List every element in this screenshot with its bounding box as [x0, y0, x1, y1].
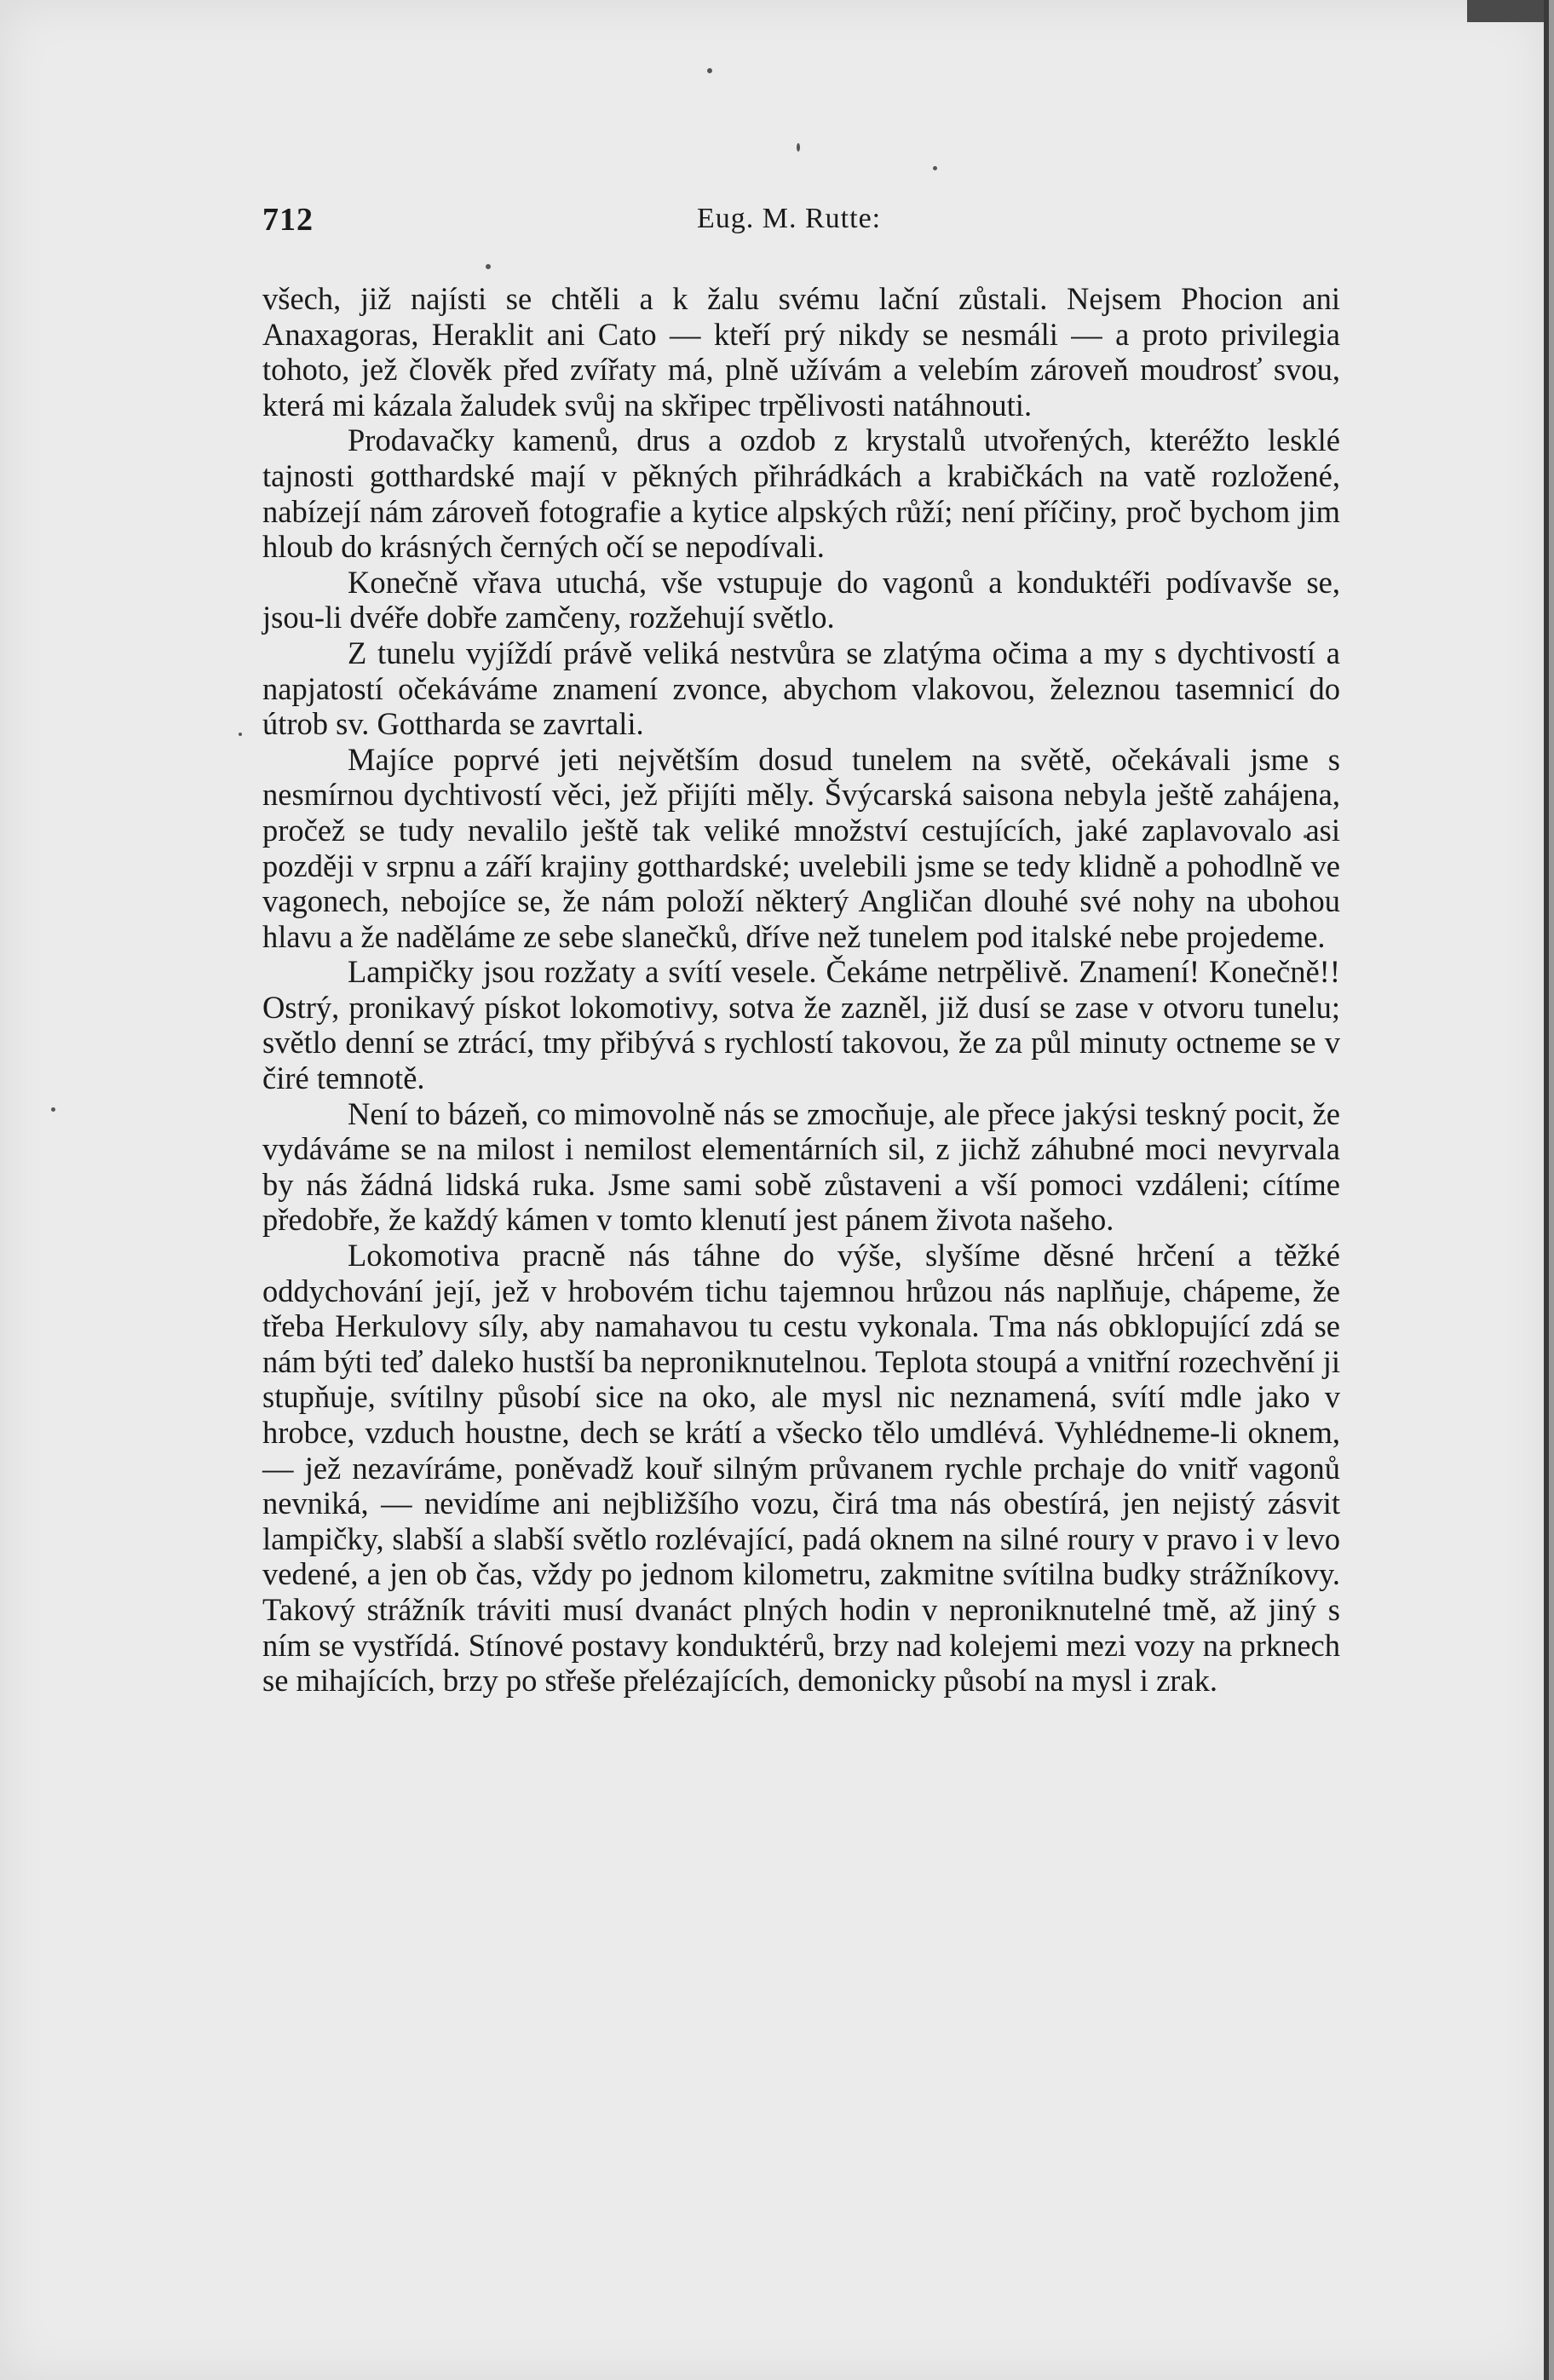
body-text: [262, 281, 1340, 1699]
page-edge-shadow: [1544, 0, 1549, 2380]
page-number: 712: [262, 202, 314, 238]
paragraph: všech, již najísti se chtěli a k žalu svému lační zůstali. Nejsem Phocion ani Anaxagoras, Heraklit ani Cato — kteří prý nikdy se nesmáli — a proto privilegia tohoto, jež člověk před zvířaty má, plně užívám a velebím zároveň moudrosť svou, která mi kázala žaludek svůj na skřipec trpělivosti natáhnouti.: [262, 281, 1340, 423]
paragraph: Lokomotiva pracně nás táhne do výše, slyšíme děsné hrčení a těžké oddychování její, jež v hrobovém tichu tajemnou hrůzou nás naplňuje, chápeme, že třeba Herkulovy síly, aby namahavou tu cestu vykonala. Tma nás obklopující zdá se nám býti teď daleko hustší ba neproniknutelnou. Teplota stoupá a vnitřní rozechvění ji stupňuje, svítilny působí sice na oko, ale mysl nic neznamená, svítí mdle jako v hrobce, vzduch houstne, dech se krátí a všecko tělo umdlévá. Vyhlédneme-li oknem, — jež nezavíráme, poněvadž kouř silným průvanem rychle prchaje do vnitř vagonů nevniká, — nevidíme ani nejbližšího vozu, čirá tma nás obestírá, jen nejistý zásvit lampičky, slabší a slabší světlo rozlévající, padá oknem na silné roury v pravo i v levo vedené, a jen ob čas, vždy po jednom kilometru, zakmitne svítilna budky strážníkovy. Takový strážník tráviti musí dvanáct plných hodin v neproniknutelné tmě, až jiný s ním se vystřídá. Stínové postavy konduktérů, brzy nad kolejemi mezi vozy na prknech se mihajících, brzy po střeše přelézajících, demonicky působí na mysl i zrak.: [262, 1238, 1340, 1699]
dust-speck: [486, 264, 491, 269]
dust-speck: [707, 68, 712, 73]
paragraph: Konečně vřava utuchá, vše vstupuje do vagonů a konduktéři podívavše se, jsou-li dvéře dobře zamčeny, rozžehují světlo.: [262, 564, 1340, 635]
page-corner-shadow: [1467, 0, 1544, 22]
dust-speck: [239, 733, 242, 736]
paragraph: Není to bázeň, co mimovolně nás se zmocňuje, ale přece jakýsi teskný pocit, že vydáváme se na milost i nemilost elementárních sil, z jichž záhubné moci nevyrvala by nás žádná lidská ruka. Jsme sami sobě zůstaveni a vší pomoci vzdáleni; cítíme předobře, že každý kámen v tomto klenutí jest pánem života našeho.: [262, 1095, 1340, 1238]
dust-speck: [933, 166, 937, 170]
running-head: Eug. M. Rutte:: [697, 203, 882, 234]
paragraph: Lampičky jsou rozžaty a svítí vesele. Čekáme netrpělivě. Znamení! Konečně!! Ostrý, pronikavý pískot lokomotivy, sotva že zazněl, již dusí se zase v otvoru tunelu; světlo denní se ztrácí, tmy přibývá s rychlostí takovou, že za půl minuty octneme se v čiré temnotě.: [262, 954, 1340, 1096]
paragraph: Majíce poprvé jeti největším dosud tunelem na světě, očekávali jsme s nesmírnou dychtivostí věci, jež přijíti měly. Švýcarská saisona nebyla ještě zahájena, pročež se tudy nevalilo ještě tak veliké množství cestujících, jaké zaplavovalo asi později v srpnu a září krajiny gotthardské; uvelebili jsme se tedy klidně a pohodlně ve vagonech, nebojíce se, že nám položí některý Angličan dlouhé své nohy na ubohou hlavu a že naděláme ze sebe slanečků, dříve než tunelem pod italské nebe projedeme.: [262, 741, 1340, 954]
paragraph: Prodavačky kamenů, drus a ozdob z krystalů utvořených, kteréžto lesklé tajnosti gotthardské mají v pěkných přihrádkách a krabičkách na vatě rozložené, nabízejí nám zároveň fotografie a kytice alpských růží; není příčiny, proč bychom jim hloub do krásných černých očí se nepodívali.: [262, 423, 1340, 565]
page-header: [262, 201, 1340, 247]
dust-speck: [51, 1107, 55, 1112]
dust-speck: [797, 143, 800, 152]
paragraph: Z tunelu vyjíždí právě veliká nestvůra se zlatýma očima a my s dychtivostí a napjatostí očekáváme znamení zvonce, abychom vlakovou, železnou tasemnicí do útrob sv. Gottharda se zavrtali.: [262, 635, 1340, 742]
